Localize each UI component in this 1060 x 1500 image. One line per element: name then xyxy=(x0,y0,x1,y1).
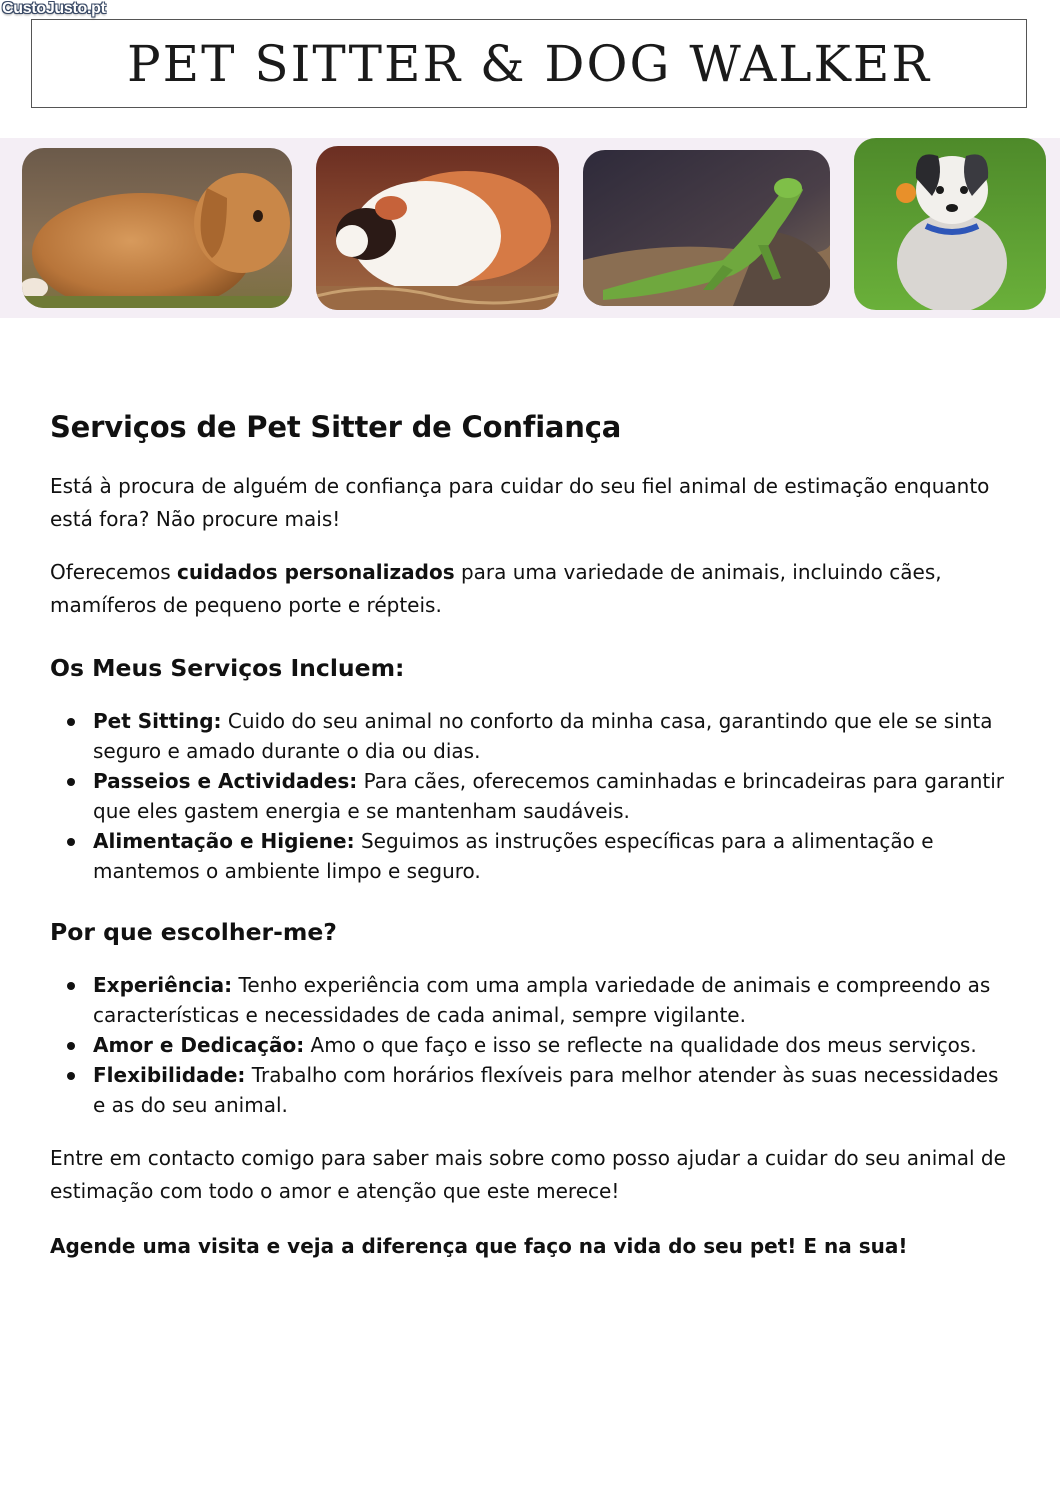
offer-prefix: Oferecemos xyxy=(50,560,177,584)
list-item xyxy=(93,1030,1010,1060)
list-item xyxy=(93,766,1010,826)
guinea-pig-photo xyxy=(316,146,559,310)
services-list xyxy=(50,706,1010,886)
intro-paragraph: Está à procura de alguém de confiança para cuidar do seu fiel animal de estimação enquanto está fora? Não procure mais! xyxy=(50,474,990,531)
offer-bold: cuidados personalizados xyxy=(176,560,455,584)
offer-paragraph xyxy=(50,556,1010,622)
lizard-photo xyxy=(583,150,830,306)
rabbit-photo xyxy=(22,148,292,308)
service-text: Cuido do seu animal no conforto da minha casa, garantindo que ele se sinta seguro e amado durante o dia ou dias. xyxy=(93,709,993,763)
section-heading: Serviços de Pet Sitter de Confiança xyxy=(50,410,622,444)
reason-label: Amor e Dedicação: xyxy=(93,1033,305,1057)
reason-label: Flexibilidade: xyxy=(93,1063,246,1087)
service-label: Alimentação e Higiene: xyxy=(93,829,355,853)
puppy-photo xyxy=(854,138,1046,310)
photo-band xyxy=(0,138,1060,318)
page-title: PET SITTER & DOG WALKER xyxy=(126,34,932,93)
custojusto-watermark: CustoJusto.pt xyxy=(2,0,106,17)
main-content xyxy=(50,410,1010,1263)
reason-label: Experiência: xyxy=(93,973,233,997)
offer-suffix: para uma variedade de animais, incluindo cães, mamíferos de pequeno porte e répteis. xyxy=(50,560,942,617)
why-heading: Por que escolher-me? xyxy=(50,918,337,946)
reason-text: Tenho experiência com uma ampla variedade de animais e compreendo as características e necessidades de cada animal, sempre vigilante. xyxy=(93,973,991,1027)
service-text: Para cães, oferecemos caminhadas e brincadeiras para garantir que eles gastem energia e se mantenham saudáveis. xyxy=(93,769,1005,823)
contact-paragraph: Entre em contacto comigo para saber mais sobre como posso ajudar a cuidar do seu animal de estimação com todo o amor e atenção que este merece! xyxy=(50,1146,1006,1203)
service-label: Pet Sitting: xyxy=(93,709,222,733)
reason-text: Amo o que faço e isso se reflecte na qualidade dos meus serviços. xyxy=(304,1033,977,1057)
list-item xyxy=(93,970,1010,1030)
service-text: Seguimos as instruções específicas para a alimentação e mantemos o ambiente limpo e seguro. xyxy=(93,829,934,883)
service-label: Passeios e Actividades: xyxy=(93,769,358,793)
list-item xyxy=(93,1060,1010,1120)
list-item xyxy=(93,826,1010,886)
title-box xyxy=(31,19,1027,108)
list-item xyxy=(93,706,1010,766)
call-to-action: Agende uma visita e veja a diferença que faço na vida do seu pet! E na sua! xyxy=(50,1234,908,1258)
reason-text: Trabalho com horários flexíveis para melhor atender às suas necessidades e as do seu animal. xyxy=(93,1063,999,1117)
reasons-list xyxy=(50,970,1010,1120)
services-heading: Os Meus Serviços Incluem: xyxy=(50,654,405,682)
